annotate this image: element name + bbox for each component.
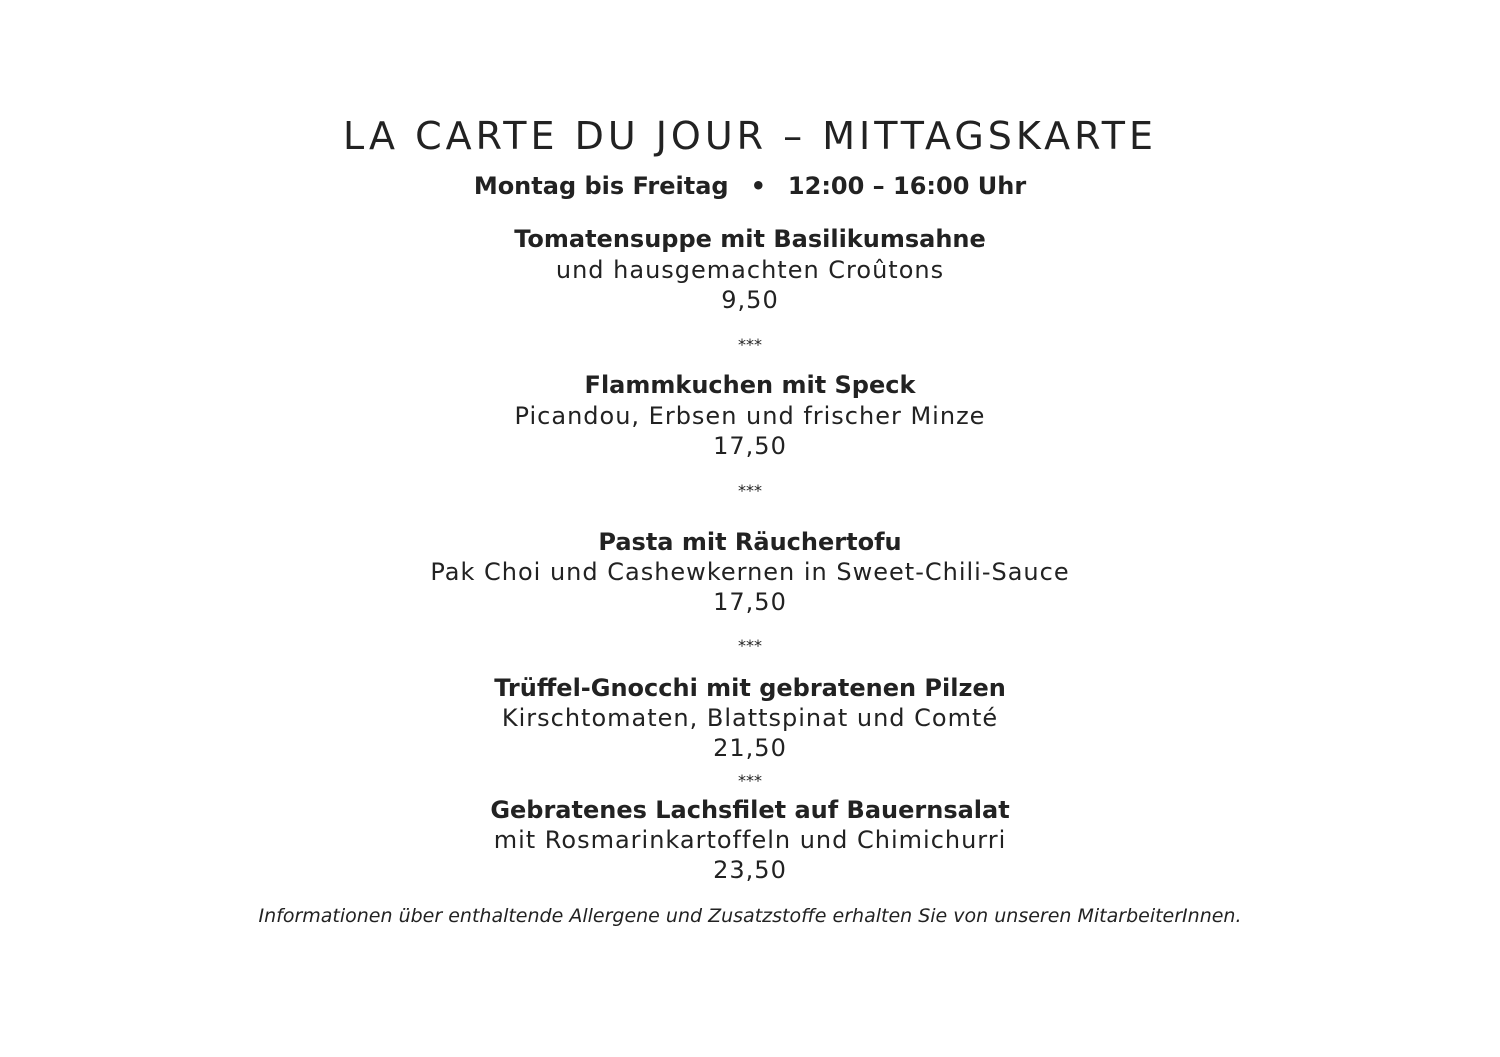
- dish-description: mit Rosmarinkartoffeln und Chimichurri: [493, 826, 1007, 854]
- dish-name: Tomatensuppe mit Basilikumsahne: [514, 225, 986, 253]
- dish-name: Gebratenes Lachsfilet auf Bauernsalat: [490, 796, 1010, 824]
- menu-title: LA CARTE DU JOUR – MITTAGSKARTE: [342, 114, 1158, 158]
- dish-price: 21,50: [713, 734, 787, 762]
- dish-description: Kirschtomaten, Blattspinat und Comté: [501, 704, 999, 732]
- dish-description: Pak Choi und Cashewkernen in Sweet-Chili-Sauce: [430, 558, 1070, 586]
- dish-description: Picandou, Erbsen und frischer Minze: [514, 402, 986, 430]
- dish-separator: ***: [738, 335, 762, 354]
- opening-time: 12:00 – 16:00 Uhr: [787, 172, 1027, 200]
- dish-price: 23,50: [713, 856, 787, 884]
- dish-description: und hausgemachten Croûtons: [555, 256, 945, 284]
- dish-price: 17,50: [713, 588, 787, 616]
- dish-separator: ***: [738, 481, 762, 500]
- dish-separator: ***: [738, 771, 762, 790]
- dish-price: 17,50: [713, 432, 787, 460]
- opening-hours: [0, 170, 1500, 202]
- dish-separator: ***: [738, 636, 762, 655]
- dish-price: 9,50: [721, 286, 779, 314]
- opening-days: Montag bis Freitag: [473, 172, 729, 200]
- allergen-note: Informationen über enthaltende Allergene und Zusatzstoffe erhalten Sie von unseren MitarbeiterInnen.: [258, 905, 1242, 927]
- dish-name: Trüffel-Gnocchi mit gebratenen Pilzen: [494, 674, 1006, 702]
- bullet-separator: •: [750, 172, 766, 200]
- dish-name: Pasta mit Räuchertofu: [598, 528, 902, 556]
- dish-name: Flammkuchen mit Speck: [584, 371, 916, 399]
